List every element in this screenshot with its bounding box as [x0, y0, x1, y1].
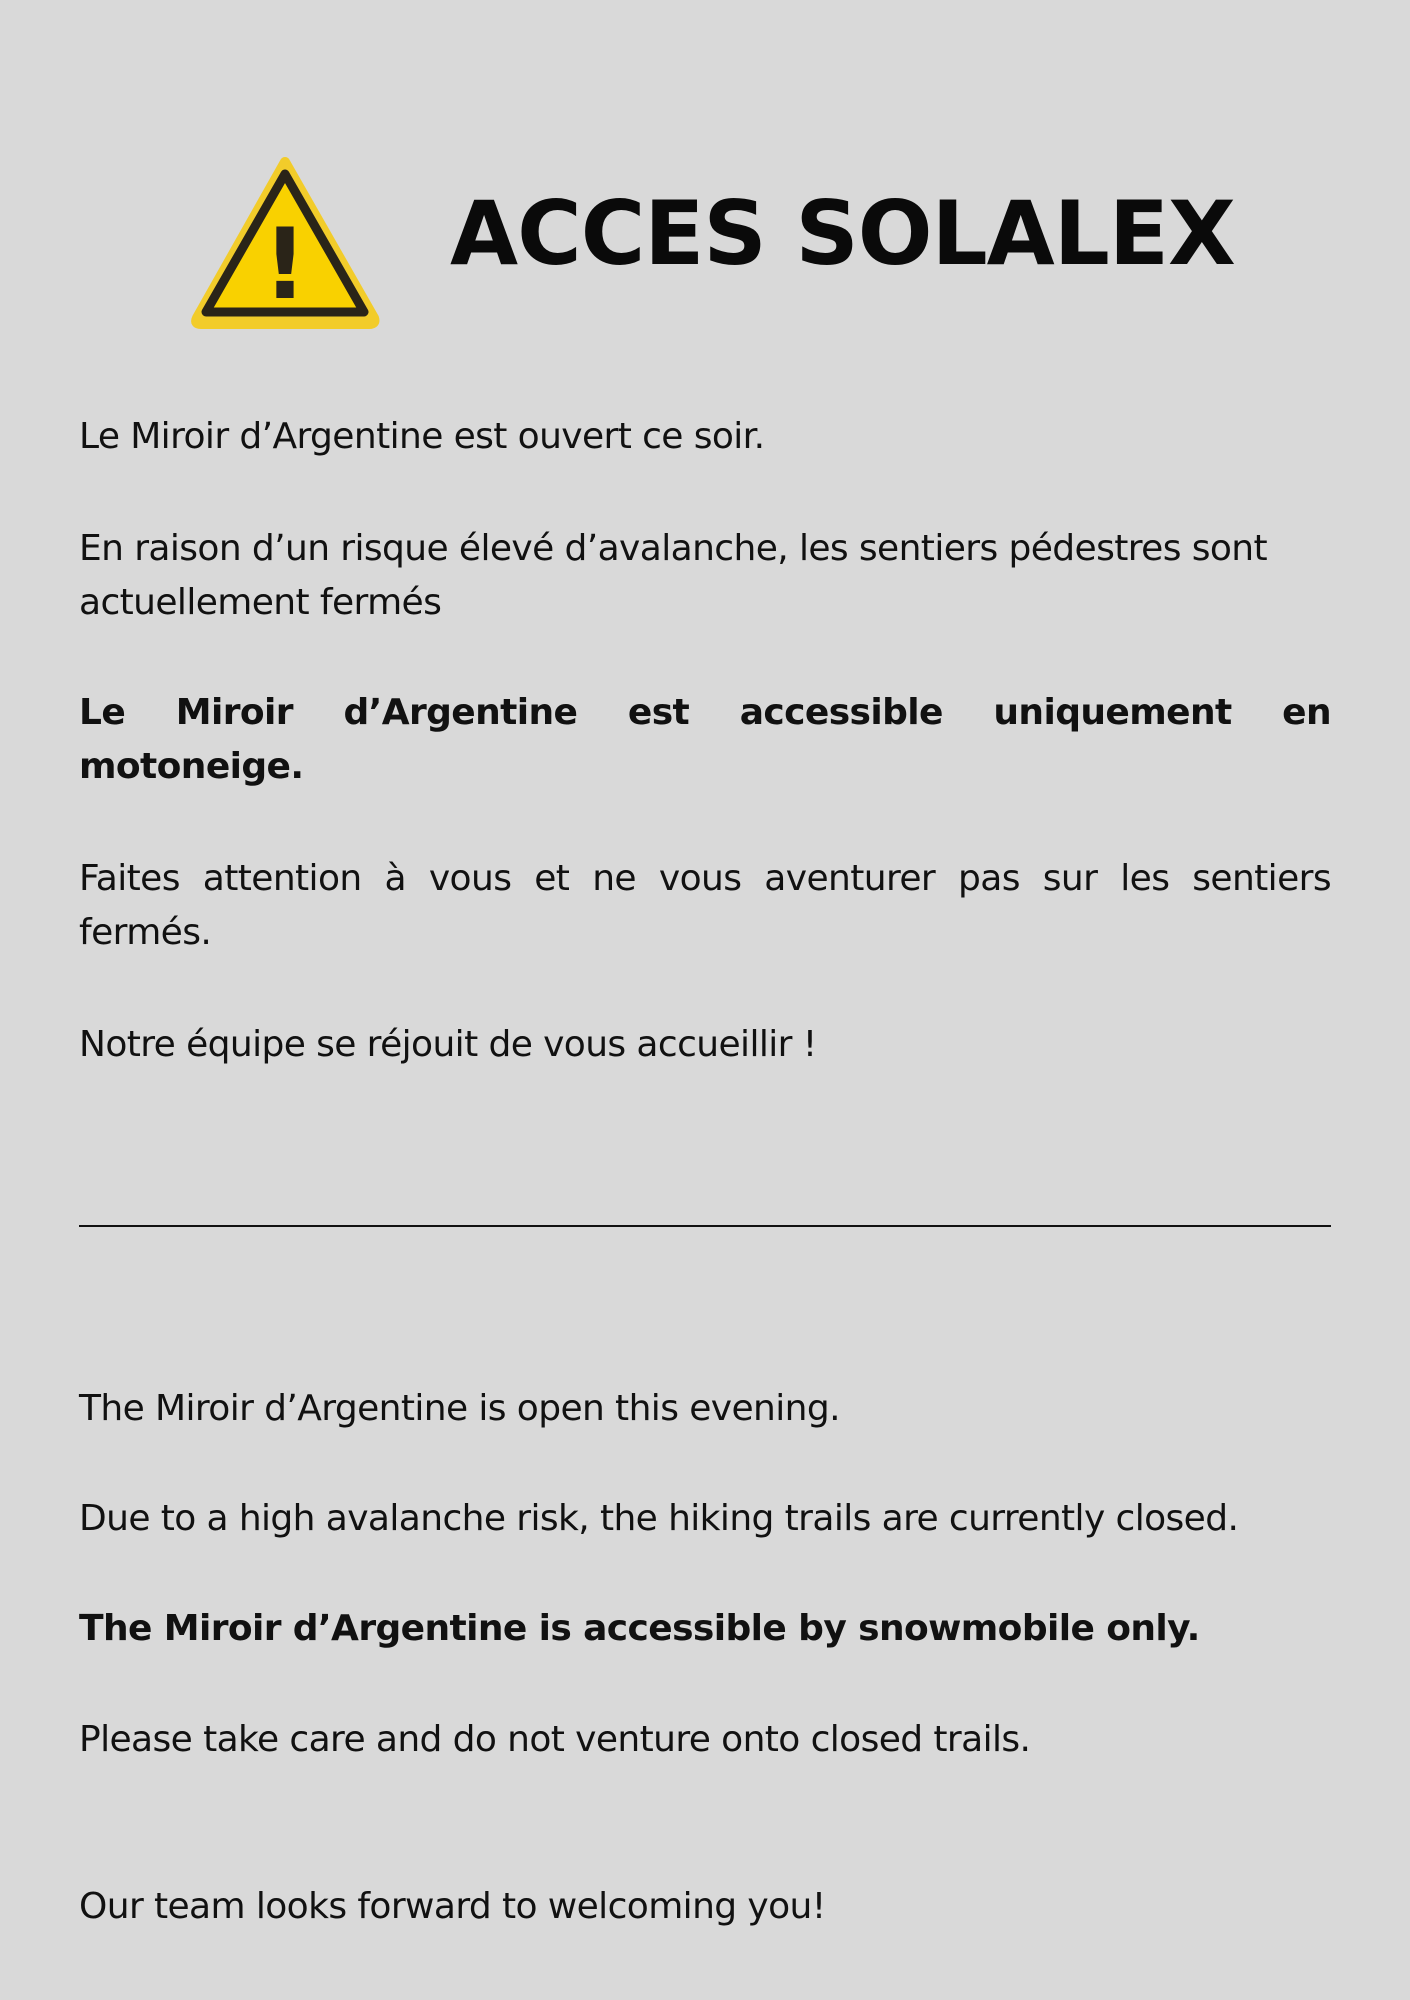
page-title: ACCES SOLALEX	[450, 182, 1235, 285]
header	[188, 152, 1248, 342]
english-paragraph-trails-closed: Due to a high avalanche risk, the hiking trails are currently closed.	[79, 1498, 1239, 1539]
english-paragraph-caution: Please take care and do not venture onto closed trails.	[79, 1719, 1031, 1760]
english-notice	[79, 1382, 1331, 1942]
french-paragraph-open: Le Miroir d’Argentine est ouvert ce soir.	[79, 416, 765, 457]
french-paragraph-welcome: Notre équipe se réjouit de vous accueillir !	[79, 1024, 817, 1065]
warning-triangle-icon	[188, 152, 383, 332]
french-paragraph-snowmobile: Le Miroir d’Argentine est accessible uniquement en motoneige.	[79, 692, 1331, 787]
section-divider	[79, 1225, 1331, 1227]
exclamation-mark: !	[262, 208, 308, 322]
french-notice	[79, 410, 1331, 1100]
french-paragraph-caution: Faites attention à vous et ne vous aventurer pas sur les sentiers fermés.	[79, 858, 1331, 953]
english-paragraph-open: The Miroir d’Argentine is open this evening.	[79, 1388, 840, 1429]
french-paragraph-trails-closed: En raison d’un risque élevé d’avalanche, les sentiers pédestres sont actuellement fermés	[79, 528, 1268, 623]
english-paragraph-welcome: Our team looks forward to welcoming you!	[79, 1886, 826, 1927]
english-paragraph-snowmobile: The Miroir d’Argentine is accessible by snowmobile only.	[79, 1608, 1200, 1649]
